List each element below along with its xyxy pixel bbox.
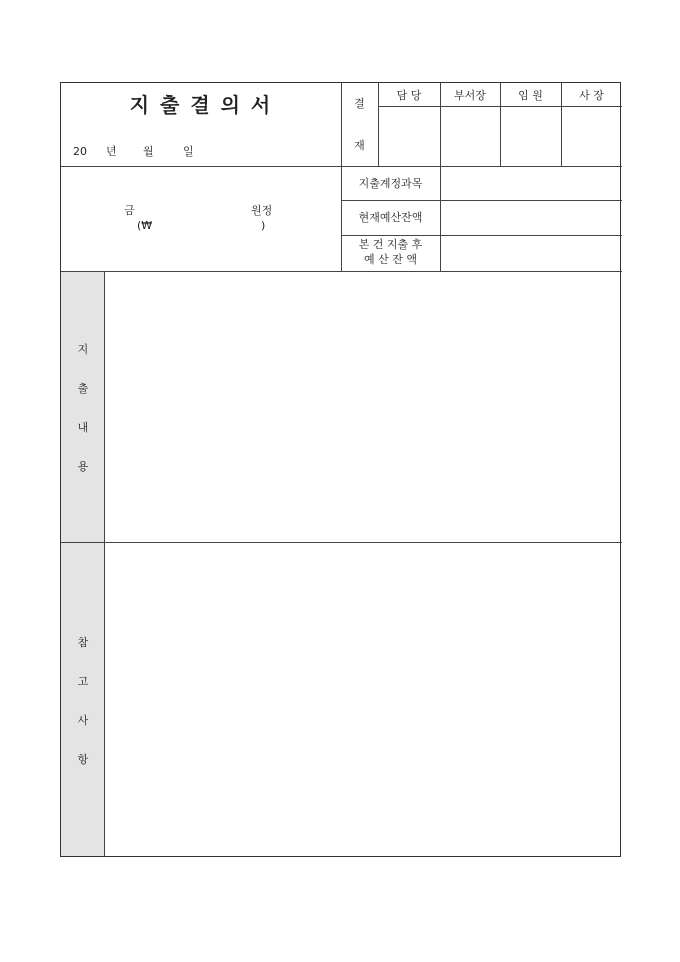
approval-col-president: 사 장 xyxy=(579,89,604,102)
signature-box-dept-head[interactable] xyxy=(441,107,500,166)
signature-box-executive[interactable] xyxy=(501,107,561,166)
amount-label: 금 xyxy=(124,204,135,217)
date-year-prefix: 20 xyxy=(73,145,87,158)
approval-col-executive: 임 원 xyxy=(518,89,543,102)
account-label: 지출계정과목 xyxy=(358,177,423,190)
approval-col-staff: 담 당 xyxy=(396,89,422,102)
amount-paren-close: ) xyxy=(261,219,266,232)
approval-label-top: 결 xyxy=(354,97,365,110)
amount-unit: 원정 xyxy=(251,204,273,217)
content-body-field[interactable] xyxy=(106,272,622,542)
remarks-section-header xyxy=(61,543,105,856)
remarks-char-1: 참 xyxy=(77,636,89,649)
signature-box-staff[interactable] xyxy=(379,107,440,166)
approval-col-dept-head: 부서장 xyxy=(454,89,486,102)
date-month-label: 월 xyxy=(143,145,154,158)
content-char-2: 출 xyxy=(77,382,89,395)
amount-paren-open: (₩ xyxy=(137,219,153,232)
expense-resolution-form xyxy=(60,82,621,857)
current-budget-label: 현재예산잔액 xyxy=(358,211,423,224)
account-field[interactable] xyxy=(441,167,622,200)
content-char-1: 지 xyxy=(77,343,89,356)
after-budget-field[interactable] xyxy=(441,236,622,271)
remarks-char-4: 항 xyxy=(77,753,89,766)
content-char-4: 용 xyxy=(77,460,89,473)
approval-label-bottom: 재 xyxy=(354,139,365,152)
amount-input[interactable] xyxy=(156,201,246,217)
content-section-header xyxy=(61,272,105,542)
current-budget-field[interactable] xyxy=(441,201,622,235)
signature-box-president[interactable] xyxy=(562,107,622,166)
remarks-body-field[interactable] xyxy=(106,543,622,856)
after-budget-label-line1: 본 건 지출 후 xyxy=(358,238,423,251)
form-title: 지 출 결 의 서 xyxy=(129,93,273,117)
content-char-3: 내 xyxy=(77,421,89,434)
date-year-label: 년 xyxy=(106,145,117,158)
remarks-char-2: 고 xyxy=(77,675,89,688)
date-day-label: 일 xyxy=(183,145,194,158)
remarks-char-3: 사 xyxy=(77,714,89,727)
after-budget-label-line2: 예 산 잔 액 xyxy=(364,253,417,266)
